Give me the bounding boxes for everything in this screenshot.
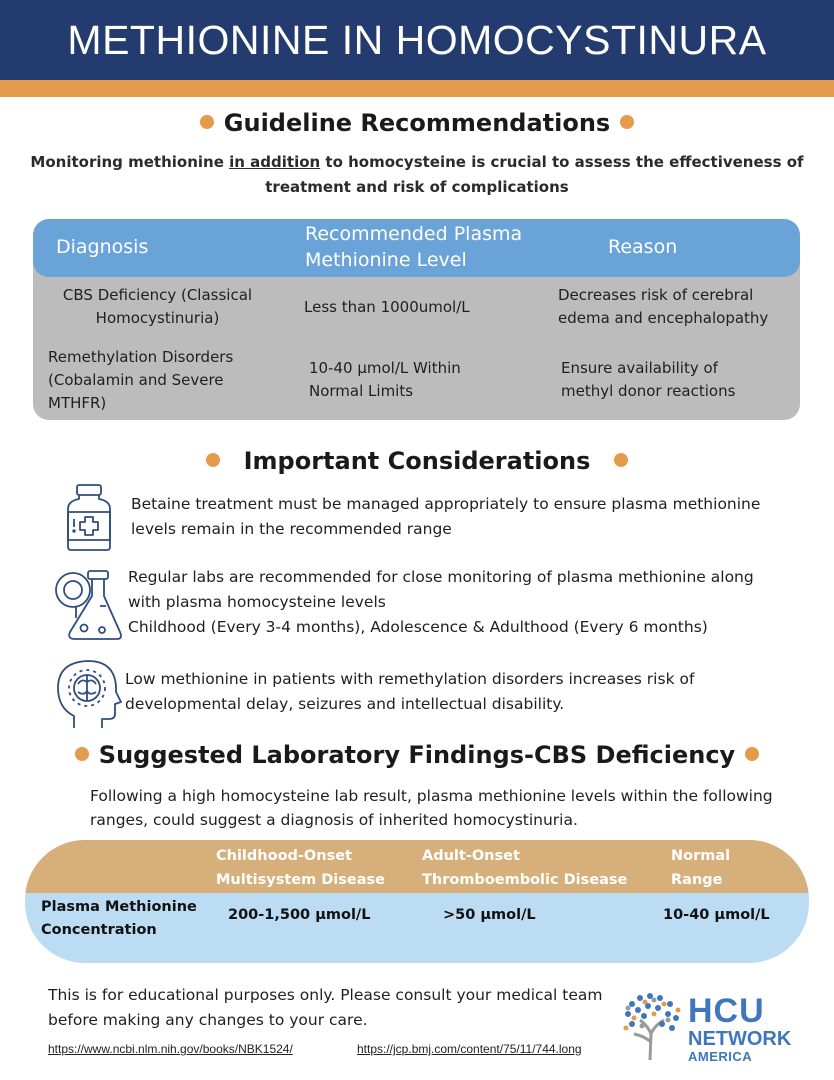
row2-level: 10-40 µmol/L Within Normal Limits [309, 359, 461, 400]
consideration-1-text: Betaine treatment must be managed appropriately to ensure plasma methionine levels remain in the recommended range [131, 495, 761, 538]
bullet-dot-icon [200, 115, 214, 129]
column-header-adult: Adult-Onset Thromboembolic Disease [422, 848, 628, 888]
considerations-heading [0, 447, 834, 475]
guideline-table [33, 219, 800, 420]
brain-head-icon [54, 658, 122, 730]
hcu-network-logo [688, 994, 791, 1063]
lab-findings-table [25, 840, 809, 963]
considerations-title: Important Considerations [243, 447, 591, 475]
bullet-dot-icon [75, 747, 89, 761]
guidelines-intro [25, 150, 809, 200]
value-normal: 10-40 µmol/L [663, 907, 770, 923]
hcu-tree-logo-icon [620, 990, 686, 1062]
intro-underlined: in addition [229, 153, 321, 171]
header-stripe [0, 80, 834, 97]
lab-findings-title: Suggested Laboratory Findings-CBS Deficiency [98, 741, 736, 769]
lab-findings-intro: Following a high homocysteine lab result, plasma methionine levels within the following ranges, could suggest a diagnosis of inherited homocystinuria. [90, 787, 773, 829]
logo-line-2: NETWORK [688, 1028, 792, 1050]
consideration-2-text: Regular labs are recommended for close monitoring of plasma methionine along with plasma homocysteine levels [128, 568, 754, 611]
reference-link-ncbi[interactable]: https://www.ncbi.nlm.nih.gov/books/NBK1524/ [48, 1042, 293, 1056]
row-label-plasma-methionine: Plasma Methionine Concentration [41, 899, 197, 938]
column-header-normal: Normal Range [671, 848, 731, 888]
lab-flask-icon [52, 568, 124, 642]
bullet-dot-icon [620, 115, 634, 129]
row1-diagnosis: CBS Deficiency (Classical Homocystinuria) [62, 286, 253, 327]
row2-diagnosis: Remethylation Disorders (Cobalamin and Severe MTHFR) [48, 348, 234, 412]
logo-line-1: HCU [688, 992, 765, 1030]
row2-reason: Ensure availability of methyl donor reactions [561, 359, 736, 400]
consideration-3-text: Low methionine in patients with remethylation disorders increases risk of developmental delay, seizures and intellectual disability. [125, 670, 695, 713]
value-childhood: 200-1,500 µmol/L [228, 907, 371, 923]
row1-reason: Decreases risk of cerebral edema and encephalopathy [558, 286, 769, 327]
guidelines-title: Guideline Recommendations [223, 109, 611, 137]
bullet-dot-icon [745, 747, 759, 761]
medicine-bottle-icon [64, 483, 114, 553]
intro-text-1: Monitoring methionine [30, 153, 230, 171]
column-header-level: Recommended Plasma Methionine Level [305, 223, 523, 271]
disclaimer: This is for educational purposes only. Please consult your medical team before making any changes to your care. [48, 986, 603, 1029]
reference-link-jcp[interactable]: https://jcp.bmj.com/content/75/11/744.long [357, 1042, 582, 1056]
value-adult: >50 µmol/L [443, 907, 536, 923]
page-title: METHIONINE IN HOMOCYSTINURA [67, 16, 767, 63]
intro-text-2: to homocysteine is crucial to assess the effectiveness of treatment and risk of complications [265, 153, 804, 196]
column-header-childhood: Childhood-Onset Multisystem Disease [216, 848, 385, 888]
column-header-diagnosis: Diagnosis [56, 236, 149, 258]
bullet-dot-icon [614, 453, 628, 467]
row1-level: Less than 1000umol/L [304, 298, 470, 316]
column-header-reason: Reason [608, 236, 678, 258]
lab-findings-heading [0, 741, 834, 769]
consideration-2-schedule: Childhood (Every 3-4 months), Adolescence & Adulthood (Every 6 months) [128, 618, 708, 636]
logo-line-3: AMERICA [688, 1049, 753, 1064]
bullet-dot-icon [206, 453, 220, 467]
guidelines-heading [0, 109, 834, 137]
page-header [0, 0, 834, 80]
